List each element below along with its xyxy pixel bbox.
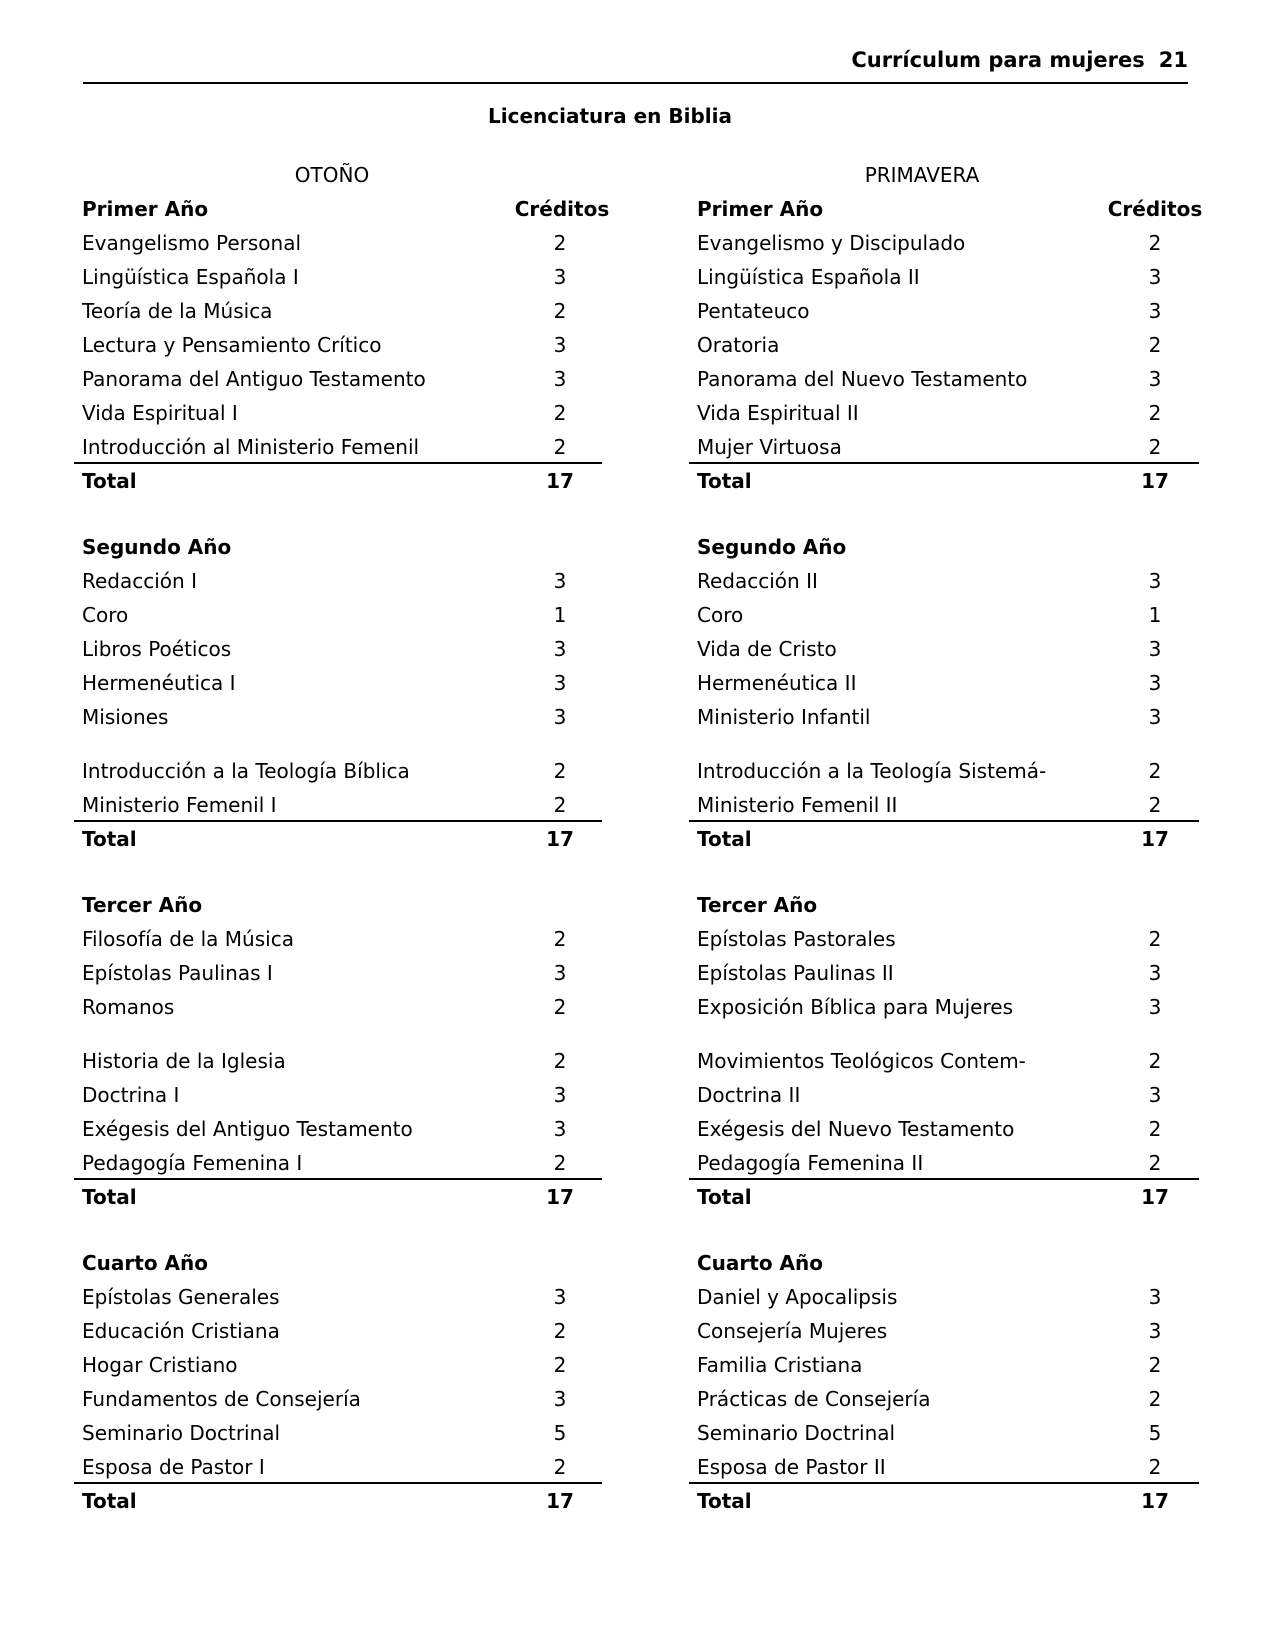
year-heading <box>697 192 1203 226</box>
course-row <box>689 788 1199 822</box>
course-row-credits: 3 <box>553 705 567 729</box>
course-row <box>697 260 1197 294</box>
course-row-credits: 2 <box>1148 1049 1162 1073</box>
course-row-name: Exposición Bíblica para Mujeres <box>697 995 1013 1019</box>
course-row-name: Evangelismo y Discipulado <box>697 231 966 255</box>
course-row <box>697 362 1197 396</box>
total-row <box>697 464 1197 498</box>
group-gap <box>82 734 602 754</box>
course-row <box>697 1348 1197 1382</box>
course-row-credits: 3 <box>1148 569 1162 593</box>
total-row-credits: 17 <box>546 827 574 851</box>
course-row <box>697 328 1197 362</box>
season-heading: PRIMAVERA <box>864 163 980 187</box>
course-row-name: Esposa de Pastor II <box>697 1455 886 1479</box>
course-row-name: Seminario Doctrinal <box>697 1421 896 1445</box>
total-row-name: Total <box>697 1489 752 1513</box>
course-row-credits: 3 <box>553 961 567 985</box>
course-row <box>74 1450 602 1484</box>
course-row-name: Panorama del Nuevo Testamento <box>697 367 1028 391</box>
course-row <box>697 598 1197 632</box>
course-row-name: Introducción a la Teología Bíblica <box>82 759 410 783</box>
course-row-name: Exégesis del Antiguo Testamento <box>82 1117 413 1141</box>
year-heading <box>697 530 1197 564</box>
course-row <box>697 1416 1197 1450</box>
total-row <box>697 1484 1197 1518</box>
total-row-credits: 17 <box>546 1489 574 1513</box>
course-row-name: Hermenéutica II <box>697 671 857 695</box>
course-row-name: Coro <box>697 603 744 627</box>
course-row-credits: 2 <box>1148 231 1162 255</box>
section-spacer <box>697 856 1197 888</box>
course-row-credits: 3 <box>553 1117 567 1141</box>
course-row <box>82 1348 602 1382</box>
year-heading-name: Cuarto Año <box>697 1251 823 1275</box>
course-row-name: Panorama del Antiguo Testamento <box>82 367 426 391</box>
document-title: Licenciatura en Biblia <box>488 104 732 128</box>
course-row-credits: 3 <box>1148 1319 1162 1343</box>
course-row-credits: 3 <box>553 367 567 391</box>
year-heading <box>82 530 602 564</box>
course-row <box>82 226 602 260</box>
year-heading <box>697 888 1197 922</box>
course-row-credits: 2 <box>553 299 567 323</box>
section-spacer <box>697 498 1197 530</box>
course-row <box>697 1078 1197 1112</box>
spring-column <box>697 158 1203 1518</box>
course-row <box>697 666 1197 700</box>
course-row-credits: 3 <box>553 1083 567 1107</box>
course-row-credits: 2 <box>553 793 567 817</box>
course-row <box>697 1112 1197 1146</box>
total-row <box>82 1484 602 1518</box>
fall-column <box>82 158 610 1518</box>
course-row-name: Exégesis del Nuevo Testamento <box>697 1117 1015 1141</box>
total-row-credits: 17 <box>1141 469 1169 493</box>
course-row-credits: 2 <box>1148 333 1162 357</box>
course-row <box>82 990 602 1024</box>
total-row <box>82 822 602 856</box>
course-row-name: Historia de la Iglesia <box>82 1049 286 1073</box>
course-row <box>689 430 1199 464</box>
course-row-name: Epístolas Paulinas I <box>82 961 273 985</box>
course-row-name: Epístolas Generales <box>82 1285 280 1309</box>
course-row <box>82 922 602 956</box>
total-row-name: Total <box>82 1185 137 1209</box>
course-row-name: Epístolas Pastorales <box>697 927 896 951</box>
course-row <box>697 956 1197 990</box>
total-row-credits: 17 <box>1141 1489 1169 1513</box>
course-row-credits: 2 <box>553 401 567 425</box>
course-row <box>82 328 602 362</box>
course-row-credits: 3 <box>553 671 567 695</box>
year-heading-credits: Créditos <box>514 197 610 221</box>
course-row-credits: 2 <box>1148 401 1162 425</box>
course-row-credits: 2 <box>553 927 567 951</box>
course-row <box>82 1280 602 1314</box>
total-row-name: Total <box>82 1489 137 1513</box>
year-heading <box>697 1246 1197 1280</box>
course-row-credits: 5 <box>553 1421 567 1445</box>
total-row <box>697 822 1197 856</box>
course-row-name: Prácticas de Consejería <box>697 1387 931 1411</box>
course-row-credits: 1 <box>553 603 567 627</box>
course-row <box>697 564 1197 598</box>
course-row-credits: 2 <box>553 759 567 783</box>
course-row <box>82 1416 602 1450</box>
course-row <box>82 1382 602 1416</box>
total-row <box>82 464 602 498</box>
course-row-name: Lingüística Española II <box>697 265 920 289</box>
course-row-credits: 2 <box>553 1319 567 1343</box>
course-row <box>74 1146 602 1180</box>
course-row-name: Epístolas Paulinas II <box>697 961 894 985</box>
course-row-credits: 3 <box>553 637 567 661</box>
course-row <box>697 396 1197 430</box>
course-row-credits: 2 <box>553 1455 567 1479</box>
course-row-credits: 3 <box>1148 995 1162 1019</box>
group-gap <box>697 1024 1197 1044</box>
total-row-credits: 17 <box>546 1185 574 1209</box>
year-heading-name: Primer Año <box>697 197 824 221</box>
course-row <box>82 1078 602 1112</box>
course-row <box>82 1112 602 1146</box>
course-row <box>697 1280 1197 1314</box>
section-spacer <box>82 1214 602 1246</box>
year-heading-name: Tercer Año <box>697 893 818 917</box>
course-row-name: Ministerio Femenil I <box>82 793 277 817</box>
course-row-name: Pedagogía Femenina II <box>697 1151 924 1175</box>
course-row-name: Daniel y Apocalipsis <box>697 1285 898 1309</box>
total-row-name: Total <box>697 827 752 851</box>
course-row-name: Ministerio Infantil <box>697 705 871 729</box>
course-row-credits: 2 <box>1148 1387 1162 1411</box>
course-row-name: Seminario Doctrinal <box>82 1421 281 1445</box>
course-row <box>74 430 602 464</box>
course-row <box>82 956 602 990</box>
course-row-name: Romanos <box>82 995 175 1019</box>
course-row-credits: 3 <box>553 265 567 289</box>
course-row-name: Introducción a la Teología Sistemá- <box>697 759 1047 783</box>
course-row-credits: 2 <box>553 435 567 459</box>
course-row-credits: 3 <box>1148 299 1162 323</box>
group-gap <box>82 1024 602 1044</box>
group-gap <box>697 734 1197 754</box>
course-row-name: Movimientos Teológicos Contem- <box>697 1049 1026 1073</box>
total-row-name: Total <box>82 469 137 493</box>
total-row <box>697 1180 1197 1214</box>
course-row <box>82 1044 602 1078</box>
year-heading <box>82 888 602 922</box>
course-row-name: Oratoria <box>697 333 780 357</box>
course-row-name: Lingüística Española I <box>82 265 299 289</box>
course-row <box>689 1450 1199 1484</box>
total-row <box>82 1180 602 1214</box>
season-heading: OTOÑO <box>294 163 370 187</box>
year-heading-credits: Créditos <box>1107 197 1203 221</box>
course-row-credits: 2 <box>1148 927 1162 951</box>
course-row-name: Teoría de la Música <box>82 299 273 323</box>
course-row-name: Redacción II <box>697 569 818 593</box>
course-row-name: Vida Espiritual II <box>697 401 859 425</box>
page-number: 21 <box>1158 48 1188 72</box>
course-row-credits: 3 <box>1148 1285 1162 1309</box>
course-row-credits: 2 <box>1148 759 1162 783</box>
course-row <box>697 1382 1197 1416</box>
course-row-name: Doctrina II <box>697 1083 801 1107</box>
course-row <box>697 700 1197 734</box>
course-row-credits: 3 <box>1148 367 1162 391</box>
header-title: Currículum para mujeres <box>851 48 1145 72</box>
year-heading-name: Tercer Año <box>82 893 203 917</box>
course-row-credits: 3 <box>553 333 567 357</box>
course-row-credits: 3 <box>553 1387 567 1411</box>
course-row <box>697 226 1197 260</box>
course-row <box>82 700 602 734</box>
course-row-name: Familia Cristiana <box>697 1353 863 1377</box>
course-row-name: Ministerio Femenil II <box>697 793 898 817</box>
course-row-credits: 2 <box>1148 1455 1162 1479</box>
course-row-name: Libros Poéticos <box>82 637 232 661</box>
year-heading <box>82 1246 602 1280</box>
course-row <box>74 788 602 822</box>
course-row <box>689 1146 1199 1180</box>
section-spacer <box>82 856 602 888</box>
course-row-name: Educación Cristiana <box>82 1319 280 1343</box>
course-row-name: Redacción I <box>82 569 197 593</box>
course-row <box>82 632 602 666</box>
course-row <box>697 632 1197 666</box>
course-row <box>697 1044 1197 1078</box>
total-row-credits: 17 <box>1141 1185 1169 1209</box>
course-row-credits: 3 <box>1148 1083 1162 1107</box>
course-row-name: Introducción al Ministerio Femenil <box>82 435 420 459</box>
course-row <box>82 598 602 632</box>
year-heading <box>82 192 610 226</box>
total-row-credits: 17 <box>1141 827 1169 851</box>
course-row-credits: 3 <box>553 1285 567 1309</box>
section-spacer <box>697 1214 1197 1246</box>
course-row-name: Filosofía de la Música <box>82 927 294 951</box>
course-row <box>697 294 1197 328</box>
course-row-credits: 2 <box>1148 435 1162 459</box>
section-spacer <box>82 498 602 530</box>
course-row-name: Lectura y Pensamiento Crítico <box>82 333 382 357</box>
total-row-name: Total <box>82 827 137 851</box>
course-row-credits: 5 <box>1148 1421 1162 1445</box>
course-row-credits: 2 <box>553 231 567 255</box>
year-heading-name: Primer Año <box>82 197 209 221</box>
course-row <box>82 754 602 788</box>
course-row-name: Consejería Mujeres <box>697 1319 888 1343</box>
course-row <box>697 1314 1197 1348</box>
course-row <box>82 666 602 700</box>
course-row <box>82 396 602 430</box>
course-row-name: Pentateuco <box>697 299 810 323</box>
course-row-name: Hogar Cristiano <box>82 1353 238 1377</box>
course-row-credits: 1 <box>1148 603 1162 627</box>
year-heading-name: Segundo Año <box>697 535 847 559</box>
course-row-credits: 2 <box>553 1151 567 1175</box>
course-row <box>82 294 602 328</box>
course-row-name: Esposa de Pastor I <box>82 1455 265 1479</box>
course-row-name: Misiones <box>82 705 169 729</box>
course-row-credits: 2 <box>553 995 567 1019</box>
page-header <box>83 48 1188 84</box>
course-row-name: Mujer Virtuosa <box>697 435 842 459</box>
course-row-name: Doctrina I <box>82 1083 180 1107</box>
course-row-credits: 3 <box>1148 637 1162 661</box>
year-heading-name: Cuarto Año <box>82 1251 208 1275</box>
course-row <box>697 922 1197 956</box>
total-row-credits: 17 <box>546 469 574 493</box>
course-row-credits: 2 <box>1148 1353 1162 1377</box>
course-row-credits: 3 <box>1148 705 1162 729</box>
course-row-name: Vida Espiritual I <box>82 401 238 425</box>
course-row-name: Coro <box>82 603 129 627</box>
course-row-credits: 3 <box>553 569 567 593</box>
course-row <box>697 754 1197 788</box>
course-row-credits: 3 <box>1148 265 1162 289</box>
course-row <box>82 260 602 294</box>
year-heading-name: Segundo Año <box>82 535 232 559</box>
course-row-name: Evangelismo Personal <box>82 231 302 255</box>
course-row-name: Pedagogía Femenina I <box>82 1151 303 1175</box>
total-row-name: Total <box>697 469 752 493</box>
course-row-credits: 2 <box>1148 1117 1162 1141</box>
total-row-name: Total <box>697 1185 752 1209</box>
course-row-credits: 2 <box>1148 793 1162 817</box>
course-row-name: Vida de Cristo <box>697 637 837 661</box>
course-row-credits: 2 <box>553 1049 567 1073</box>
course-row-name: Hermenéutica I <box>82 671 236 695</box>
course-row <box>697 990 1197 1024</box>
course-row-name: Fundamentos de Consejería <box>82 1387 361 1411</box>
course-row-credits: 3 <box>1148 961 1162 985</box>
course-row-credits: 3 <box>1148 671 1162 695</box>
course-row-credits: 2 <box>553 1353 567 1377</box>
running-header <box>851 48 1188 72</box>
course-row <box>82 564 602 598</box>
course-row-credits: 2 <box>1148 1151 1162 1175</box>
course-row <box>82 1314 602 1348</box>
course-row <box>82 362 602 396</box>
